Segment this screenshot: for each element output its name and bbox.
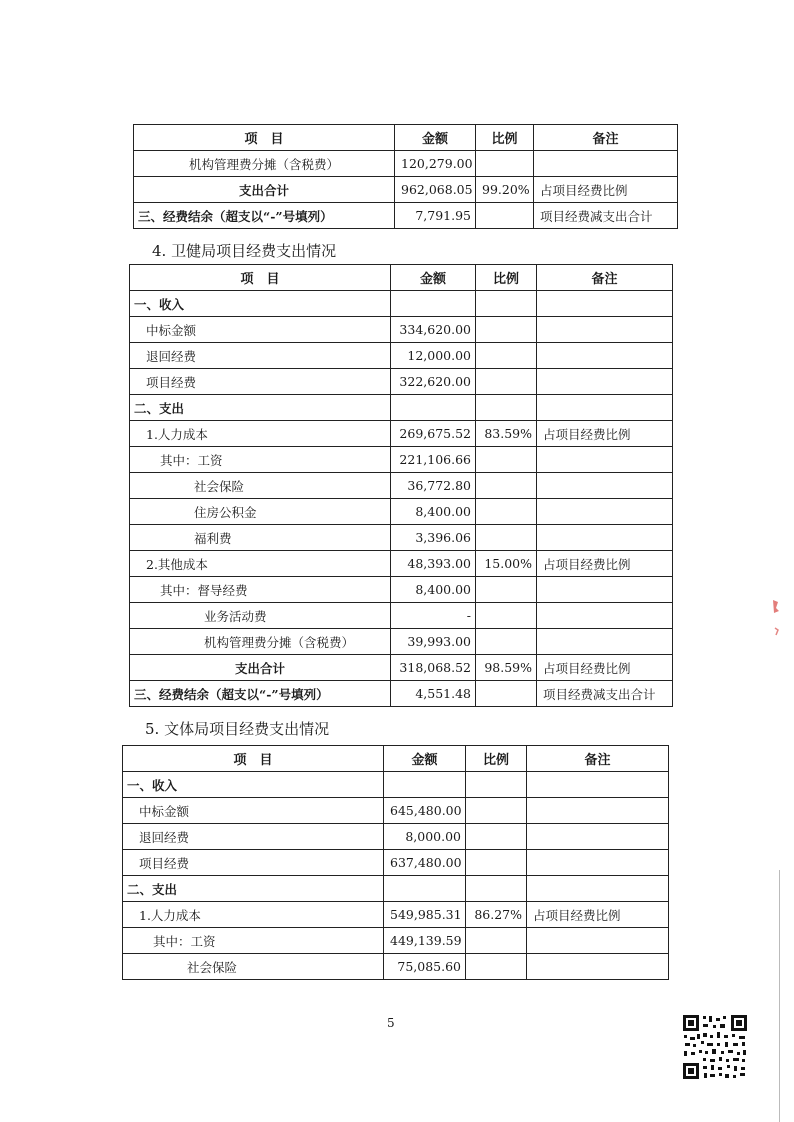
row-item: 三、经费结余（超支以“-”号填列）	[130, 681, 391, 707]
row-ratio	[476, 603, 537, 629]
row-ratio	[476, 317, 537, 343]
row-amount: 221,106.66	[391, 447, 476, 473]
row-amount: 48,393.00	[391, 551, 476, 577]
row-note	[537, 603, 673, 629]
table-row	[130, 551, 673, 577]
expense-table-health-bureau	[129, 264, 673, 707]
row-amount: 36,772.80	[391, 473, 476, 499]
table-row	[123, 772, 669, 798]
row-item: 社会保险	[130, 473, 391, 499]
row-ratio	[466, 850, 527, 876]
row-note: 占项目经费比例	[537, 551, 673, 577]
row-ratio	[466, 798, 527, 824]
table-row	[123, 902, 669, 928]
row-amount	[384, 876, 466, 902]
row-ratio: 83.59%	[476, 421, 537, 447]
row-note: 占项目经费比例	[537, 655, 673, 681]
row-amount: 334,620.00	[391, 317, 476, 343]
row-ratio: 98.59%	[476, 655, 537, 681]
row-note	[537, 343, 673, 369]
row-item: 2.其他成本	[130, 551, 391, 577]
row-note: 项目经费减支出合计	[534, 203, 678, 229]
row-ratio	[476, 499, 537, 525]
header-ratio: 比例	[476, 125, 534, 151]
row-ratio	[466, 772, 527, 798]
row-note	[537, 369, 673, 395]
table-row	[130, 629, 673, 655]
row-item: 退回经费	[123, 824, 384, 850]
table-header-row	[123, 746, 669, 772]
table-row	[130, 499, 673, 525]
seal-fragment-icon	[770, 598, 780, 638]
table-row	[123, 876, 669, 902]
row-item: 支出合计	[134, 177, 395, 203]
row-note	[537, 317, 673, 343]
row-amount: 12,000.00	[391, 343, 476, 369]
row-ratio	[476, 525, 537, 551]
row-item: 项目经费	[123, 850, 384, 876]
table-row	[134, 177, 678, 203]
table-row	[130, 603, 673, 629]
row-item: 中标金额	[123, 798, 384, 824]
row-amount	[384, 772, 466, 798]
row-item: 其中：工资	[130, 447, 391, 473]
row-ratio	[476, 395, 537, 421]
header-note: 备注	[527, 746, 669, 772]
row-amount: 120,279.00	[395, 151, 476, 177]
row-item: 三、经费结余（超支以“-”号填列）	[134, 203, 395, 229]
row-note	[527, 824, 669, 850]
table-row	[130, 421, 673, 447]
table-row	[130, 473, 673, 499]
table-row	[123, 824, 669, 850]
row-ratio	[476, 577, 537, 603]
row-ratio	[476, 343, 537, 369]
expense-table-culture-bureau	[122, 745, 669, 980]
header-item: 项 目	[123, 746, 384, 772]
row-ratio	[476, 447, 537, 473]
row-item: 业务活动费	[130, 603, 391, 629]
row-note	[527, 928, 669, 954]
row-amount: 75,085.60	[384, 954, 466, 980]
section-title-culture-bureau: 5. 文体局项目经费支出情况	[145, 720, 330, 738]
row-item: 1.人力成本	[130, 421, 391, 447]
expense-table-continued	[133, 124, 678, 229]
row-ratio: 99.20%	[476, 177, 534, 203]
row-note	[527, 772, 669, 798]
row-ratio	[476, 473, 537, 499]
row-amount: 8,400.00	[391, 499, 476, 525]
table-row	[123, 798, 669, 824]
row-item: 一、收入	[130, 291, 391, 317]
row-amount: 962,068.05	[395, 177, 476, 203]
row-item: 社会保险	[123, 954, 384, 980]
row-amount: 549,985.31	[384, 902, 466, 928]
header-amount: 金额	[384, 746, 466, 772]
table-row	[130, 369, 673, 395]
row-ratio	[476, 151, 534, 177]
table-row	[130, 317, 673, 343]
row-item: 中标金额	[130, 317, 391, 343]
row-amount: -	[391, 603, 476, 629]
row-note: 占项目经费比例	[527, 902, 669, 928]
row-note	[537, 525, 673, 551]
row-note	[534, 151, 678, 177]
table-row	[130, 525, 673, 551]
row-amount	[391, 291, 476, 317]
row-ratio	[466, 824, 527, 850]
table-row	[134, 151, 678, 177]
row-item: 一、收入	[123, 772, 384, 798]
row-item: 支出合计	[130, 655, 391, 681]
table-row	[123, 954, 669, 980]
row-item: 其中：工资	[123, 928, 384, 954]
row-note	[537, 395, 673, 421]
table-row	[130, 655, 673, 681]
section-title-health-bureau: 4. 卫健局项目经费支出情况	[152, 242, 337, 260]
header-amount: 金额	[391, 265, 476, 291]
row-amount: 8,000.00	[384, 824, 466, 850]
header-item: 项 目	[130, 265, 391, 291]
page-number: 5	[387, 1016, 395, 1030]
row-ratio	[476, 291, 537, 317]
row-note: 占项目经费比例	[534, 177, 678, 203]
row-amount: 8,400.00	[391, 577, 476, 603]
header-ratio: 比例	[476, 265, 537, 291]
row-note	[537, 629, 673, 655]
table-header-row	[130, 265, 673, 291]
row-amount: 318,068.52	[391, 655, 476, 681]
row-item: 项目经费	[130, 369, 391, 395]
scan-edge-line	[779, 870, 780, 1122]
row-note	[537, 291, 673, 317]
row-ratio	[466, 876, 527, 902]
table-row	[123, 850, 669, 876]
row-item: 二、支出	[123, 876, 384, 902]
row-ratio: 86.27%	[466, 902, 527, 928]
row-amount: 449,139.59	[384, 928, 466, 954]
row-item: 机构管理费分摊（含税费）	[130, 629, 391, 655]
row-item: 二、支出	[130, 395, 391, 421]
header-note: 备注	[537, 265, 673, 291]
table-row	[134, 203, 678, 229]
row-item: 福利费	[130, 525, 391, 551]
row-amount: 645,480.00	[384, 798, 466, 824]
table-row	[130, 291, 673, 317]
row-amount: 39,993.00	[391, 629, 476, 655]
row-ratio	[466, 954, 527, 980]
row-note: 占项目经费比例	[537, 421, 673, 447]
row-item: 其中：督导经费	[130, 577, 391, 603]
header-item: 项 目	[134, 125, 395, 151]
row-note	[537, 499, 673, 525]
row-amount: 7,791.95	[395, 203, 476, 229]
row-amount: 269,675.52	[391, 421, 476, 447]
row-note: 项目经费减支出合计	[537, 681, 673, 707]
row-amount: 4,551.48	[391, 681, 476, 707]
row-ratio	[476, 681, 537, 707]
row-note	[527, 850, 669, 876]
row-item: 机构管理费分摊（含税费）	[134, 151, 395, 177]
row-amount: 3,396.06	[391, 525, 476, 551]
row-item: 1.人力成本	[123, 902, 384, 928]
row-ratio	[466, 928, 527, 954]
row-note	[527, 954, 669, 980]
table-header-row	[134, 125, 678, 151]
row-note	[537, 447, 673, 473]
row-item: 住房公积金	[130, 499, 391, 525]
row-ratio	[476, 629, 537, 655]
qr-code-icon	[681, 1013, 749, 1081]
table-row	[130, 577, 673, 603]
row-item: 退回经费	[130, 343, 391, 369]
table-row	[130, 343, 673, 369]
table-row	[130, 395, 673, 421]
table-row	[130, 681, 673, 707]
row-ratio	[476, 369, 537, 395]
header-note: 备注	[534, 125, 678, 151]
row-amount: 637,480.00	[384, 850, 466, 876]
table-row	[123, 928, 669, 954]
row-note	[527, 876, 669, 902]
row-ratio	[476, 203, 534, 229]
row-amount: 322,620.00	[391, 369, 476, 395]
header-ratio: 比例	[466, 746, 527, 772]
row-ratio: 15.00%	[476, 551, 537, 577]
row-note	[537, 473, 673, 499]
row-note	[527, 798, 669, 824]
table-row	[130, 447, 673, 473]
header-amount: 金额	[395, 125, 476, 151]
row-amount	[391, 395, 476, 421]
row-note	[537, 577, 673, 603]
